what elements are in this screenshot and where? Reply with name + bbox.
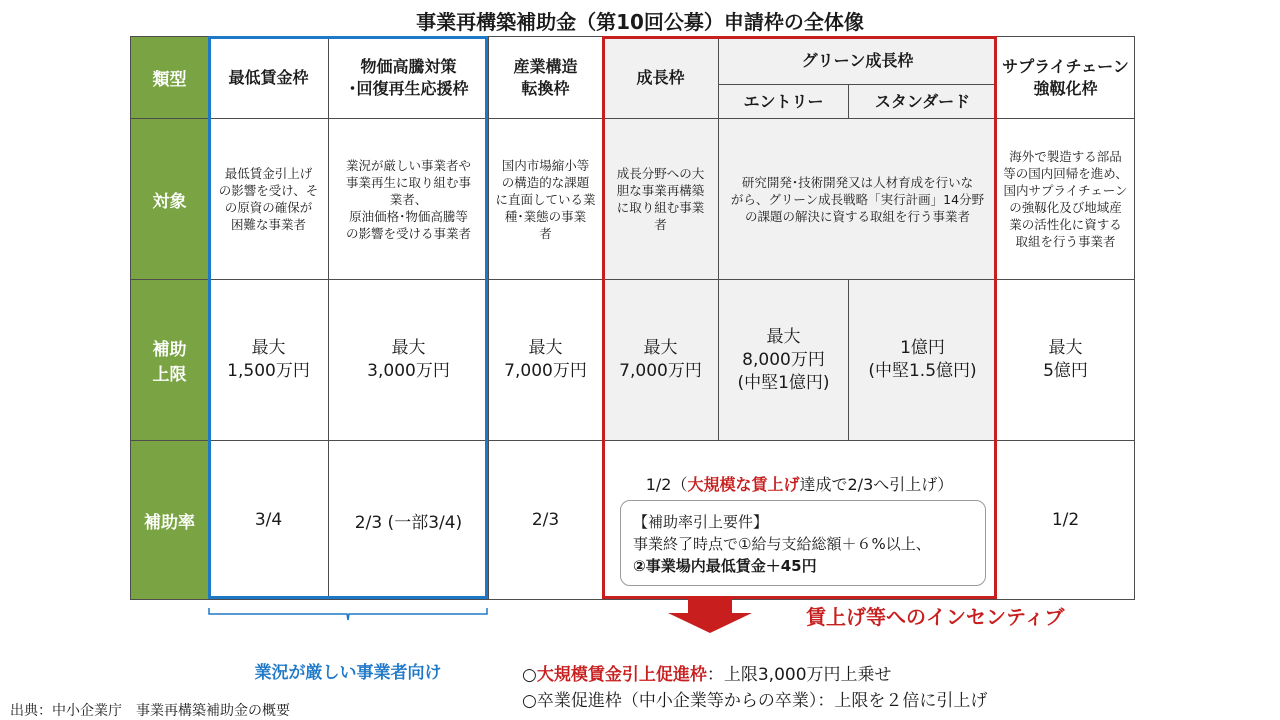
- note-wage-increase: ○大規模賃金引上促進枠：上限3,000万円上乗せ: [522, 665, 892, 685]
- green-standard-cap: 1億円 (中堅1.5億円): [849, 280, 997, 441]
- col-growth-header: 成長枠: [603, 37, 719, 119]
- supply-target: 海外で製造する部品 等の国内回帰を進め、 国内サプライチェーン の強靱化及び地域産 業の活性化に資する 取組を行う事業者: [997, 119, 1135, 280]
- col-green-standard-header: スタンダード: [849, 85, 997, 119]
- incentive-label: 賃上げ等へのインセンティブ: [806, 605, 1065, 629]
- price-target: 業況が厳しい事業者や 事業再生に取り組む事 業者、 原油価格･物価高騰等 の影響を受ける事業者: [329, 119, 489, 280]
- price-rate: 2/3 (一部3/4): [329, 441, 489, 600]
- source-note: 出典：中小企業庁 事業再構築補助金の概要: [10, 703, 290, 719]
- growth-target: 成長分野への大 胆な事業再構築 に取り組む事業 者: [603, 119, 719, 280]
- growth-cap: 最大 7,000万円: [603, 280, 719, 441]
- row-header-cap: 補助 上限: [131, 280, 209, 441]
- growth-green-rate-note: 1/2（大規模な賃上げ達成で2/3へ引上げ）: [645, 475, 954, 494]
- req-line2: ②事業場内最低賃金＋45円: [633, 557, 817, 575]
- col-supply-header: サプライチェーン 強靱化枠: [997, 37, 1135, 119]
- col-green-entry-header: エントリー: [719, 85, 849, 119]
- col-min-wage-header: 最低賃金枠: [209, 37, 329, 119]
- col-green-header: グリーン成長枠: [719, 37, 997, 85]
- industry-target: 国内市場縮小等 の構造的な課題 に直面している業 種･業態の事業 者: [489, 119, 603, 280]
- req-line1: 事業終了時点で①給与支給総額＋６%以上、: [633, 535, 931, 553]
- min-wage-rate: 3/4: [209, 441, 329, 600]
- col-price-header: 物価高騰対策 ･回復再生応援枠: [329, 37, 489, 119]
- down-arrow-icon: [660, 599, 760, 635]
- supply-rate: 1/2: [997, 441, 1135, 600]
- req-title: 【補助率引上要件】: [633, 513, 769, 531]
- min-wage-cap: 最大 1,500万円: [209, 280, 329, 441]
- col-industry-header: 産業構造 転換枠: [489, 37, 603, 119]
- blue-target-label: 業況が厳しい事業者向け: [254, 663, 442, 683]
- industry-rate: 2/3: [489, 441, 603, 600]
- green-target: 研究開発･技術開発又は人材育成を行いな がら、グリーン成長戦略「実行計画」14分野 の課題の解決に資する取組を行う事業者: [719, 119, 997, 280]
- supply-cap: 最大 5億円: [997, 280, 1135, 441]
- green-entry-cap: 最大 8,000万円 (中堅1億円): [719, 280, 849, 441]
- row-header-type: 類型: [131, 37, 209, 119]
- industry-cap: 最大 7,000万円: [489, 280, 603, 441]
- price-cap: 最大 3,000万円: [329, 280, 489, 441]
- row-header-target: 対象: [131, 119, 209, 280]
- rate-highlight: 大規模な賃上げ: [687, 475, 800, 494]
- blue-brace-icon: [208, 606, 488, 622]
- page-title: 事業再構築補助金（第10回公募）申請枠の全体像: [416, 10, 864, 34]
- note-graduation: ○卒業促進枠（中小企業等からの卒業）：上限を２倍に引上げ: [522, 691, 988, 711]
- row-header-rate: 補助率: [131, 441, 209, 600]
- min-wage-target: 最低賃金引上げ の影響を受け、そ の原資の確保が 困難な事業者: [209, 119, 329, 280]
- rate-requirement-box: [620, 500, 986, 586]
